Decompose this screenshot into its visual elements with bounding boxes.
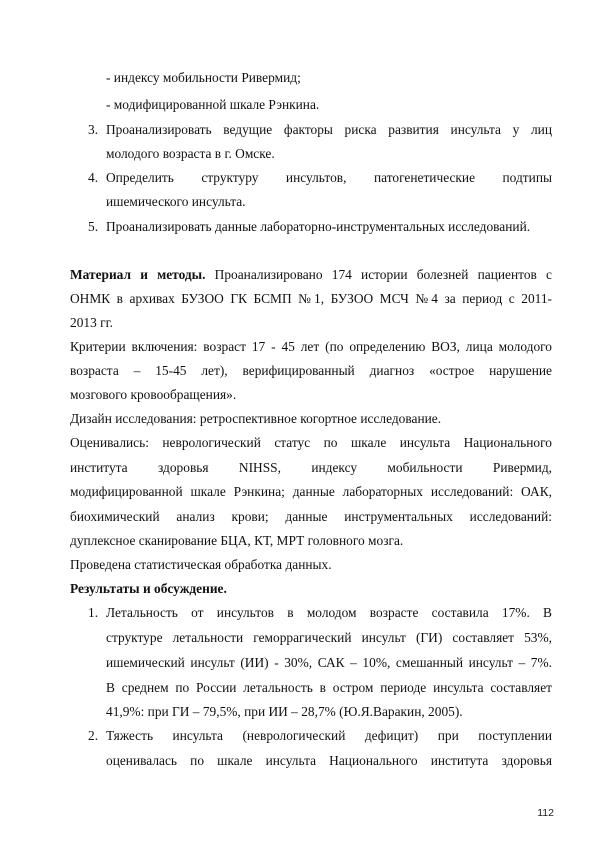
list-item: - индексу мобильности Ривермид; xyxy=(106,70,301,85)
section-heading xyxy=(70,580,227,597)
section-heading: Материал и методы. xyxy=(70,267,206,282)
list-number: 5. xyxy=(88,219,99,234)
list-item-text: молодого возраста в г. Омске. xyxy=(106,146,275,161)
paragraph-line: Проведена статистическая обработка данных. xyxy=(70,557,332,572)
list-item-text: Летальность от инсультов в молодом возрасте составила 17%. В xyxy=(106,605,552,620)
list-item-text: Проанализировать данные лабораторно-инструментальных исследований. xyxy=(106,219,531,234)
paragraph-line: возраста – 15-45 лет), верифицированный диагноз «острое нарушение xyxy=(70,363,552,378)
paragraph-text: Проанализировано 174 истории болезней пациентов с xyxy=(214,267,552,282)
paragraph-line: мозгового кровообращения». xyxy=(70,387,237,402)
list-number: 2. xyxy=(88,728,99,743)
list-item-text: В среднем по России летальность в остром периоде инсульта составляет xyxy=(106,680,552,695)
paragraph-line: модифицированной шкале Рэнкина; данные лабораторных исследований: ОАК, xyxy=(70,484,552,499)
list-item-text: Определить структуру инсультов, патогенетические подтипы xyxy=(106,170,552,185)
list-item-text: ишемический инсульт (ИИ) - 30%, САК – 10%, смешанный инсульт – 7%. xyxy=(106,655,552,670)
paragraph-line: Оценивались: неврологический статус по шкале инсульта Национального xyxy=(70,435,552,450)
paragraph-line: института здоровья NIHSS, индексу мобильности Ривермид, xyxy=(70,460,552,475)
list-item-text: Тяжесть инсульта (неврологический дефицит) при поступлении xyxy=(106,728,552,743)
list-item-text: ишемического инсульта. xyxy=(106,194,246,209)
paragraph-line: Критерии включения: возраст 17 - 45 лет (по определению ВОЗ, лица молодого xyxy=(70,339,552,354)
page-number: 112 xyxy=(537,807,554,819)
list-item: - модифицированной шкале Рэнкина. xyxy=(106,97,320,112)
paragraph-line: Дизайн исследования: ретроспективное когортное исследование. xyxy=(70,411,442,426)
list-number: 4. xyxy=(88,170,99,185)
list-number: 3. xyxy=(88,122,99,137)
list-item-text: структуре летальности геморрагический инсульт (ГИ) составляет 53%, xyxy=(106,630,552,645)
paragraph-line: 2013 гг. xyxy=(70,315,113,330)
paragraph-line: ОНМК в архивах БУЗОО ГК БСМП №1, БУЗОО МСЧ №4 за период с 2011- xyxy=(70,291,552,306)
paragraph-line: дуплексное сканирование БЦА, КТ, МРТ головного мозга. xyxy=(70,533,404,548)
list-item-text: Проанализировать ведущие факторы риска развития инсульта у лиц xyxy=(106,122,552,137)
list-number: 1. xyxy=(88,605,99,620)
paragraph-line: биохимический анализ крови; данные инструментальных исследований: xyxy=(70,509,552,524)
list-item-text: оценивалась по шкале инсульта Национального института здоровья xyxy=(106,753,552,768)
list-item-text: 41,9%: при ГИ – 79,5%, при ИИ – 28,7% (Ю.Я.Варакин, 2005). xyxy=(106,704,463,719)
methods-paragraph-line xyxy=(70,266,552,283)
results-heading: Результаты и обсуждение. xyxy=(70,581,227,596)
